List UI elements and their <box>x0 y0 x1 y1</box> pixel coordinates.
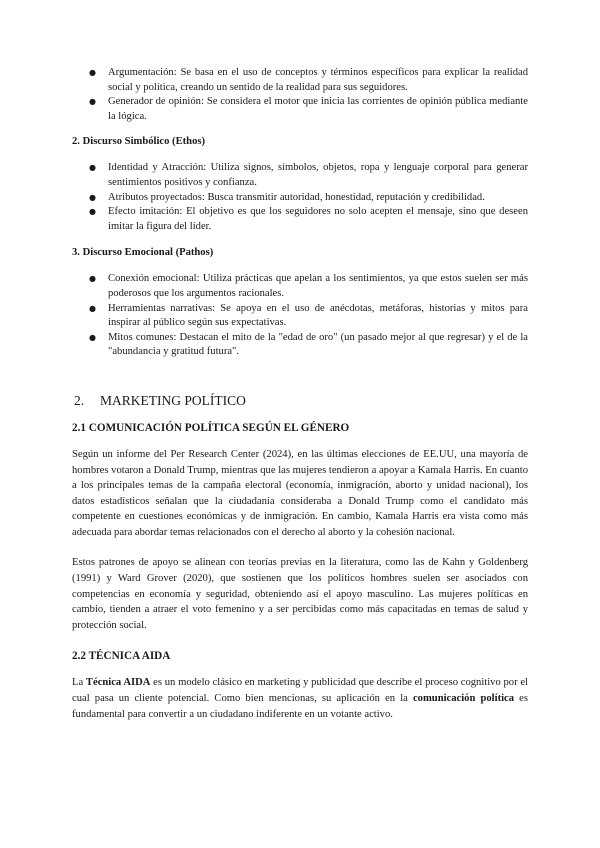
bullet-generador-opinion <box>72 95 528 124</box>
aida-text-1: La <box>72 677 86 689</box>
bullet-text: Herramientas narrativas: Se apoya en el uso de anécdotas, metáforas, historias y mitos para inspirar al público según sus expectativas. <box>108 302 528 329</box>
heading-discurso-emocional: 3. Discurso Emocional (Pathos) <box>72 247 214 259</box>
bullet-conexion <box>72 272 528 301</box>
paragraph-genero-2: Estos patrones de apoyo se alinean con teorías previas en la literatura, como las de Kahn y Goldenberg (1991) y Ward Grover (2020), que sostienen que los políticos hombres suelen ser asociados con competencias en economía y seguridad, obteniendo así el apoyo masculino. Las mujeres políticas en cambio, tienden a atraer el voto femenino y a ser percibidas como más capacitadas en temas de salud y protección social. <box>72 557 528 631</box>
bullet-icon: ● <box>89 207 96 217</box>
paragraph-aida <box>72 675 528 722</box>
bullet-text: Conexión emocional: Utiliza prácticas que apelan a los sentimientos, ya que estos suelen ser más poderosos que los argumentos racionales. <box>108 273 528 299</box>
bullet-icon: ● <box>89 332 96 342</box>
bullet-text: Generador de opinión: Se considera el motor que inicia las corrientes de opinión pública mediante la lógica. <box>108 96 528 122</box>
bullet-icon: ● <box>89 303 96 313</box>
page-content <box>72 66 528 722</box>
bullet-text: Atributos proyectados: Busca transmitir autoridad, honestidad, reputación y credibilidad. <box>108 191 485 203</box>
paragraph-genero-1: Según un informe del Per Research Center (2024), en las últimas elecciones de EE.UU, una mayoría de hombres votaron a Donald Trump, mientras que las mujeres tendieron a apoyar a Kamala Harris. En cuanto a los principales temas de la campaña electoral (economía, inmigración, aborto y unidad nacional), los datos estadísticos señalan que la ciudadanía consideraba a Donald Trump como el candidato más competente en cuestiones económicas y de inmigración. En cambio, Kamala Harris era vista como más adecuada para abordar temas relacionados con el derecho al aborto y la cohesión nacional. <box>72 448 528 538</box>
bullet-icon: ● <box>89 68 96 77</box>
bullet-icon: ● <box>89 163 96 173</box>
chapter-number: 2. <box>74 392 85 408</box>
bullet-text: Mitos comunes: Destacan el mito de la "edad de oro" (un pasado mejor al que regresar) y el de la "abundancia y gratitud futura". <box>108 331 528 358</box>
chapter-title: MARKETING POLÍTICO <box>100 392 246 408</box>
bullet-text: Efecto imitación: El objetivo es que los seguidores no solo acepten el mensaje, sino que deseen imitar la figura del líder. <box>108 206 528 232</box>
bullet-atributos <box>72 191 528 206</box>
bullet-icon: ● <box>89 97 96 107</box>
intro-bullet-list <box>72 66 528 124</box>
bullet-efecto-imitacion <box>72 205 528 234</box>
heading-discurso-simbolico: 2. Discurso Simbólico (Ethos) <box>72 136 206 148</box>
chapter-heading <box>72 392 528 409</box>
bullet-identidad <box>72 161 528 190</box>
aida-text-2: es un modelo clásico en marketing y publicidad que describe el proceso cognitivo por el cual pasa un cliente potencial. Como bien mencionas, su aplicación en la <box>72 677 528 705</box>
bullet-mitos <box>72 331 528 360</box>
bullet-herramientas <box>72 302 528 331</box>
bullet-icon: ● <box>89 274 96 284</box>
aida-term-bold: Técnica AIDA <box>85 677 151 689</box>
simbolico-bullet-list <box>72 161 528 234</box>
bullet-text: Argumentación: Se basa en el uso de conceptos y términos específicos para explicar la realidad social y política, creando un sentido de la realidad para sus seguidores. <box>108 67 528 93</box>
bullet-icon: ● <box>89 192 96 202</box>
section-heading-2-2: 2.2 TÉCNICA AIDA <box>72 650 171 663</box>
comunicacion-politica-bold: comunicación política <box>412 693 515 705</box>
section-heading-2-1: 2.1 COMUNICACIÓN POLÍTICA SEGÚN EL GÉNERO <box>72 421 350 434</box>
aida-text-3: es fundamental para convertir a un ciudadano indiferente en un votante activo. <box>72 693 528 720</box>
bullet-text: Identidad y Atracción: Utiliza signos, símbolos, objetos, ropa y lenguaje corporal para generar sentimientos positivos y confianza. <box>108 162 528 188</box>
emocional-bullet-list <box>72 272 528 360</box>
bullet-argumentacion <box>72 66 528 95</box>
